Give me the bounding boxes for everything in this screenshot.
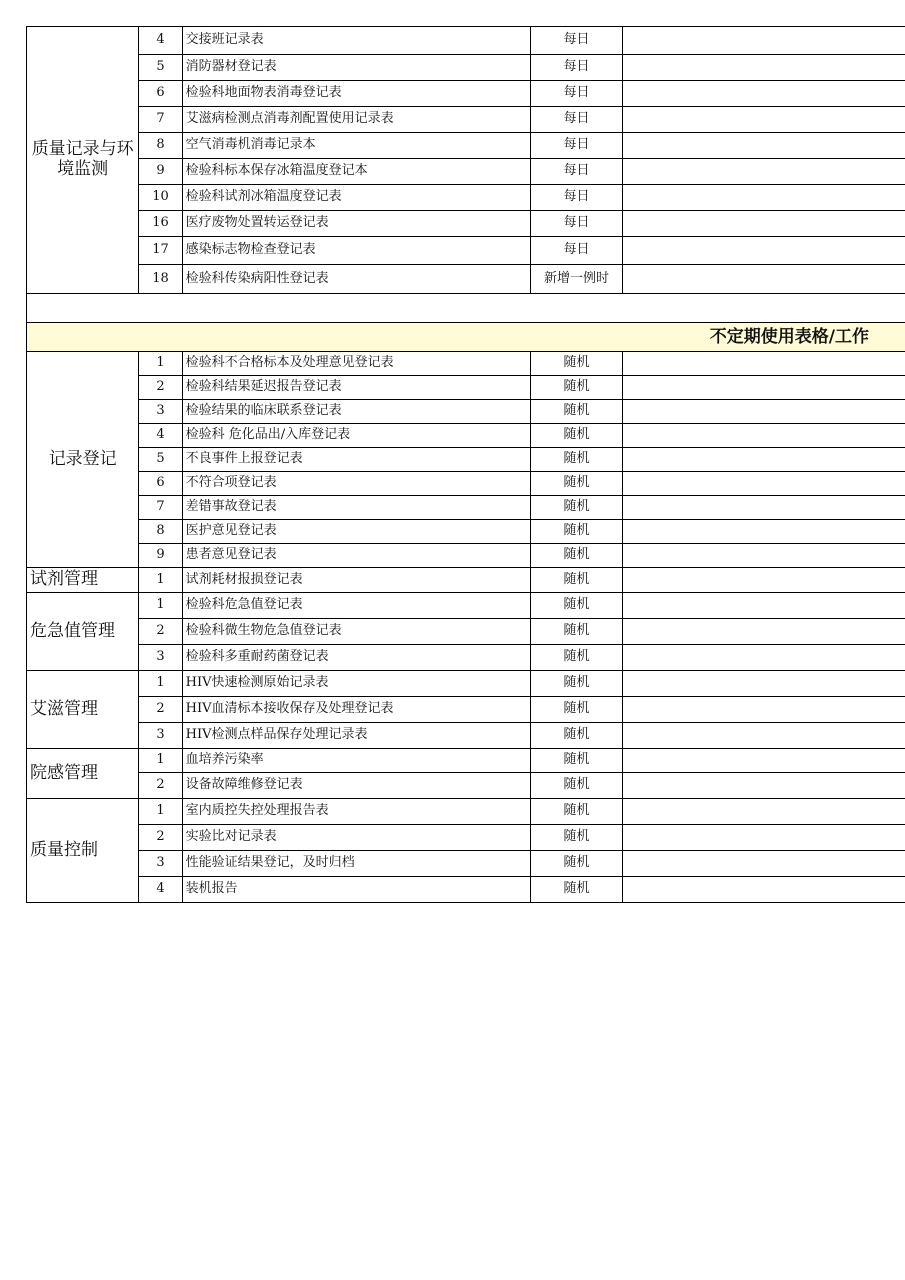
table-row (27, 376, 905, 400)
empty-cell (622, 107, 905, 133)
table-row (27, 496, 905, 520)
empty-cell (622, 81, 905, 107)
frequency: 随机 (531, 352, 623, 376)
frequency: 随机 (531, 376, 623, 400)
row-number: 7 (139, 107, 182, 133)
form-name: 检验结果的临床联系登记表 (182, 400, 531, 424)
table-row (27, 799, 905, 825)
row-number: 2 (139, 825, 182, 851)
table-row (27, 211, 905, 237)
empty-cell (622, 723, 905, 749)
form-name: 装机报告 (182, 877, 531, 903)
row-number: 9 (139, 544, 182, 568)
table-row (27, 671, 905, 697)
table-row (27, 133, 905, 159)
empty-cell (622, 520, 905, 544)
empty-cell (622, 185, 905, 211)
row-number: 1 (139, 352, 182, 376)
row-number: 3 (139, 400, 182, 424)
category-cell: 院感管理 (27, 749, 139, 799)
empty-cell (622, 877, 905, 903)
form-name: 医疗废物处置转运登记表 (182, 211, 531, 237)
table-row (27, 27, 905, 55)
empty-cell (622, 496, 905, 520)
empty-cell (622, 237, 905, 265)
empty-cell (622, 265, 905, 294)
frequency: 随机 (531, 593, 623, 619)
frequency: 每日 (531, 133, 623, 159)
frequency: 每日 (531, 107, 623, 133)
table-row (27, 472, 905, 496)
form-name: 检验科危急值登记表 (182, 593, 531, 619)
frequency: 每日 (531, 81, 623, 107)
form-name: 不符合项登记表 (182, 472, 531, 496)
row-number: 16 (139, 211, 182, 237)
row-number: 5 (139, 55, 182, 81)
table-row (27, 424, 905, 448)
row-number: 3 (139, 723, 182, 749)
empty-cell (622, 55, 905, 81)
empty-cell (622, 448, 905, 472)
section-title: 不定期使用表格/工作 (27, 323, 905, 352)
form-name: 检验科结果延迟报告登记表 (182, 376, 531, 400)
table-row (27, 237, 905, 265)
row-number: 2 (139, 619, 182, 645)
form-name: 检验科 危化品出/入库登记表 (182, 424, 531, 448)
form-name: 检验科不合格标本及处理意见登记表 (182, 352, 531, 376)
frequency: 每日 (531, 27, 623, 55)
empty-cell (622, 352, 905, 376)
form-name: HIV快速检测原始记录表 (182, 671, 531, 697)
empty-cell (27, 294, 905, 323)
form-name: 血培养污染率 (182, 749, 531, 773)
table-row (27, 568, 905, 593)
table-row (27, 851, 905, 877)
category-cell: 危急值管理 (27, 593, 139, 671)
form-name: 试剂耗材报损登记表 (182, 568, 531, 593)
form-name: 消防器材登记表 (182, 55, 531, 81)
form-name: HIV血清标本接收保存及处理登记表 (182, 697, 531, 723)
table-row (27, 697, 905, 723)
row-number: 2 (139, 376, 182, 400)
table-row (27, 544, 905, 568)
row-number: 18 (139, 265, 182, 294)
form-name: 性能验证结果登记，及时归档 (182, 851, 531, 877)
form-name: 空气消毒机消毒记录本 (182, 133, 531, 159)
form-name: 医护意见登记表 (182, 520, 531, 544)
table-row (27, 723, 905, 749)
row-number: 2 (139, 697, 182, 723)
forms-table (26, 26, 905, 903)
frequency: 每日 (531, 55, 623, 81)
frequency: 随机 (531, 851, 623, 877)
frequency: 随机 (531, 424, 623, 448)
empty-cell (622, 376, 905, 400)
empty-cell (622, 159, 905, 185)
category-cell: 质量记录与环境监测 (27, 27, 139, 294)
empty-cell (622, 749, 905, 773)
spacer-row (27, 294, 905, 323)
empty-cell (622, 211, 905, 237)
frequency: 随机 (531, 749, 623, 773)
table-row (27, 81, 905, 107)
form-name: 室内质控失控处理报告表 (182, 799, 531, 825)
row-number: 9 (139, 159, 182, 185)
row-number: 1 (139, 671, 182, 697)
row-number: 4 (139, 877, 182, 903)
frequency: 每日 (531, 185, 623, 211)
table-row (27, 352, 905, 376)
spreadsheet (26, 26, 905, 903)
row-number: 8 (139, 133, 182, 159)
empty-cell (622, 593, 905, 619)
empty-cell (622, 825, 905, 851)
empty-cell (622, 851, 905, 877)
empty-cell (622, 773, 905, 799)
table-row (27, 593, 905, 619)
form-name: 检验科试剂冰箱温度登记表 (182, 185, 531, 211)
form-name: 设备故障维修登记表 (182, 773, 531, 799)
empty-cell (622, 133, 905, 159)
row-number: 1 (139, 568, 182, 593)
frequency: 随机 (531, 697, 623, 723)
table-row (27, 619, 905, 645)
form-name: 实验比对记录表 (182, 825, 531, 851)
form-name: 交接班记录表 (182, 27, 531, 55)
form-name: HIV检测点样品保存处理记录表 (182, 723, 531, 749)
table-row (27, 877, 905, 903)
row-number: 4 (139, 424, 182, 448)
form-name: 检验科微生物危急值登记表 (182, 619, 531, 645)
frequency: 新增一例时 (531, 265, 623, 294)
form-name: 差错事故登记表 (182, 496, 531, 520)
empty-cell (622, 697, 905, 723)
frequency: 随机 (531, 520, 623, 544)
table-row (27, 825, 905, 851)
frequency: 每日 (531, 237, 623, 265)
frequency: 每日 (531, 211, 623, 237)
frequency: 随机 (531, 568, 623, 593)
frequency: 随机 (531, 448, 623, 472)
row-number: 1 (139, 593, 182, 619)
form-name: 感染标志物检查登记表 (182, 237, 531, 265)
empty-cell (622, 619, 905, 645)
empty-cell (622, 27, 905, 55)
category-cell: 试剂管理 (27, 568, 139, 593)
frequency: 每日 (531, 159, 623, 185)
table-row (27, 185, 905, 211)
frequency: 随机 (531, 723, 623, 749)
row-number: 8 (139, 520, 182, 544)
frequency: 随机 (531, 400, 623, 424)
row-number: 1 (139, 749, 182, 773)
table-row (27, 749, 905, 773)
frequency: 随机 (531, 671, 623, 697)
form-name: 不良事件上报登记表 (182, 448, 531, 472)
frequency: 随机 (531, 645, 623, 671)
row-number: 5 (139, 448, 182, 472)
row-number: 6 (139, 472, 182, 496)
frequency: 随机 (531, 799, 623, 825)
row-number: 17 (139, 237, 182, 265)
frequency: 随机 (531, 619, 623, 645)
empty-cell (622, 799, 905, 825)
empty-cell (622, 472, 905, 496)
category-cell: 记录登记 (27, 352, 139, 568)
empty-cell (622, 400, 905, 424)
empty-cell (622, 544, 905, 568)
empty-cell (622, 568, 905, 593)
table-row (27, 520, 905, 544)
form-name: 检验科传染病阳性登记表 (182, 265, 531, 294)
table-row (27, 107, 905, 133)
row-number: 7 (139, 496, 182, 520)
row-number: 6 (139, 81, 182, 107)
frequency: 随机 (531, 544, 623, 568)
table-row (27, 159, 905, 185)
frequency: 随机 (531, 877, 623, 903)
row-number: 4 (139, 27, 182, 55)
frequency: 随机 (531, 825, 623, 851)
form-name: 检验科地面物表消毒登记表 (182, 81, 531, 107)
empty-cell (622, 424, 905, 448)
form-name: 艾滋病检测点消毒剂配置使用记录表 (182, 107, 531, 133)
category-cell: 质量控制 (27, 799, 139, 903)
row-number: 2 (139, 773, 182, 799)
table-row (27, 448, 905, 472)
row-number: 3 (139, 645, 182, 671)
form-name: 患者意见登记表 (182, 544, 531, 568)
row-number: 1 (139, 799, 182, 825)
table-row (27, 55, 905, 81)
table-row (27, 645, 905, 671)
empty-cell (622, 671, 905, 697)
form-name: 检验科多重耐药菌登记表 (182, 645, 531, 671)
row-number: 10 (139, 185, 182, 211)
empty-cell (622, 645, 905, 671)
category-cell: 艾滋管理 (27, 671, 139, 749)
table-row (27, 773, 905, 799)
section-banner (27, 323, 905, 352)
frequency: 随机 (531, 496, 623, 520)
frequency: 随机 (531, 773, 623, 799)
table-row (27, 400, 905, 424)
row-number: 3 (139, 851, 182, 877)
frequency: 随机 (531, 472, 623, 496)
table-row (27, 265, 905, 294)
form-name: 检验科标本保存冰箱温度登记本 (182, 159, 531, 185)
